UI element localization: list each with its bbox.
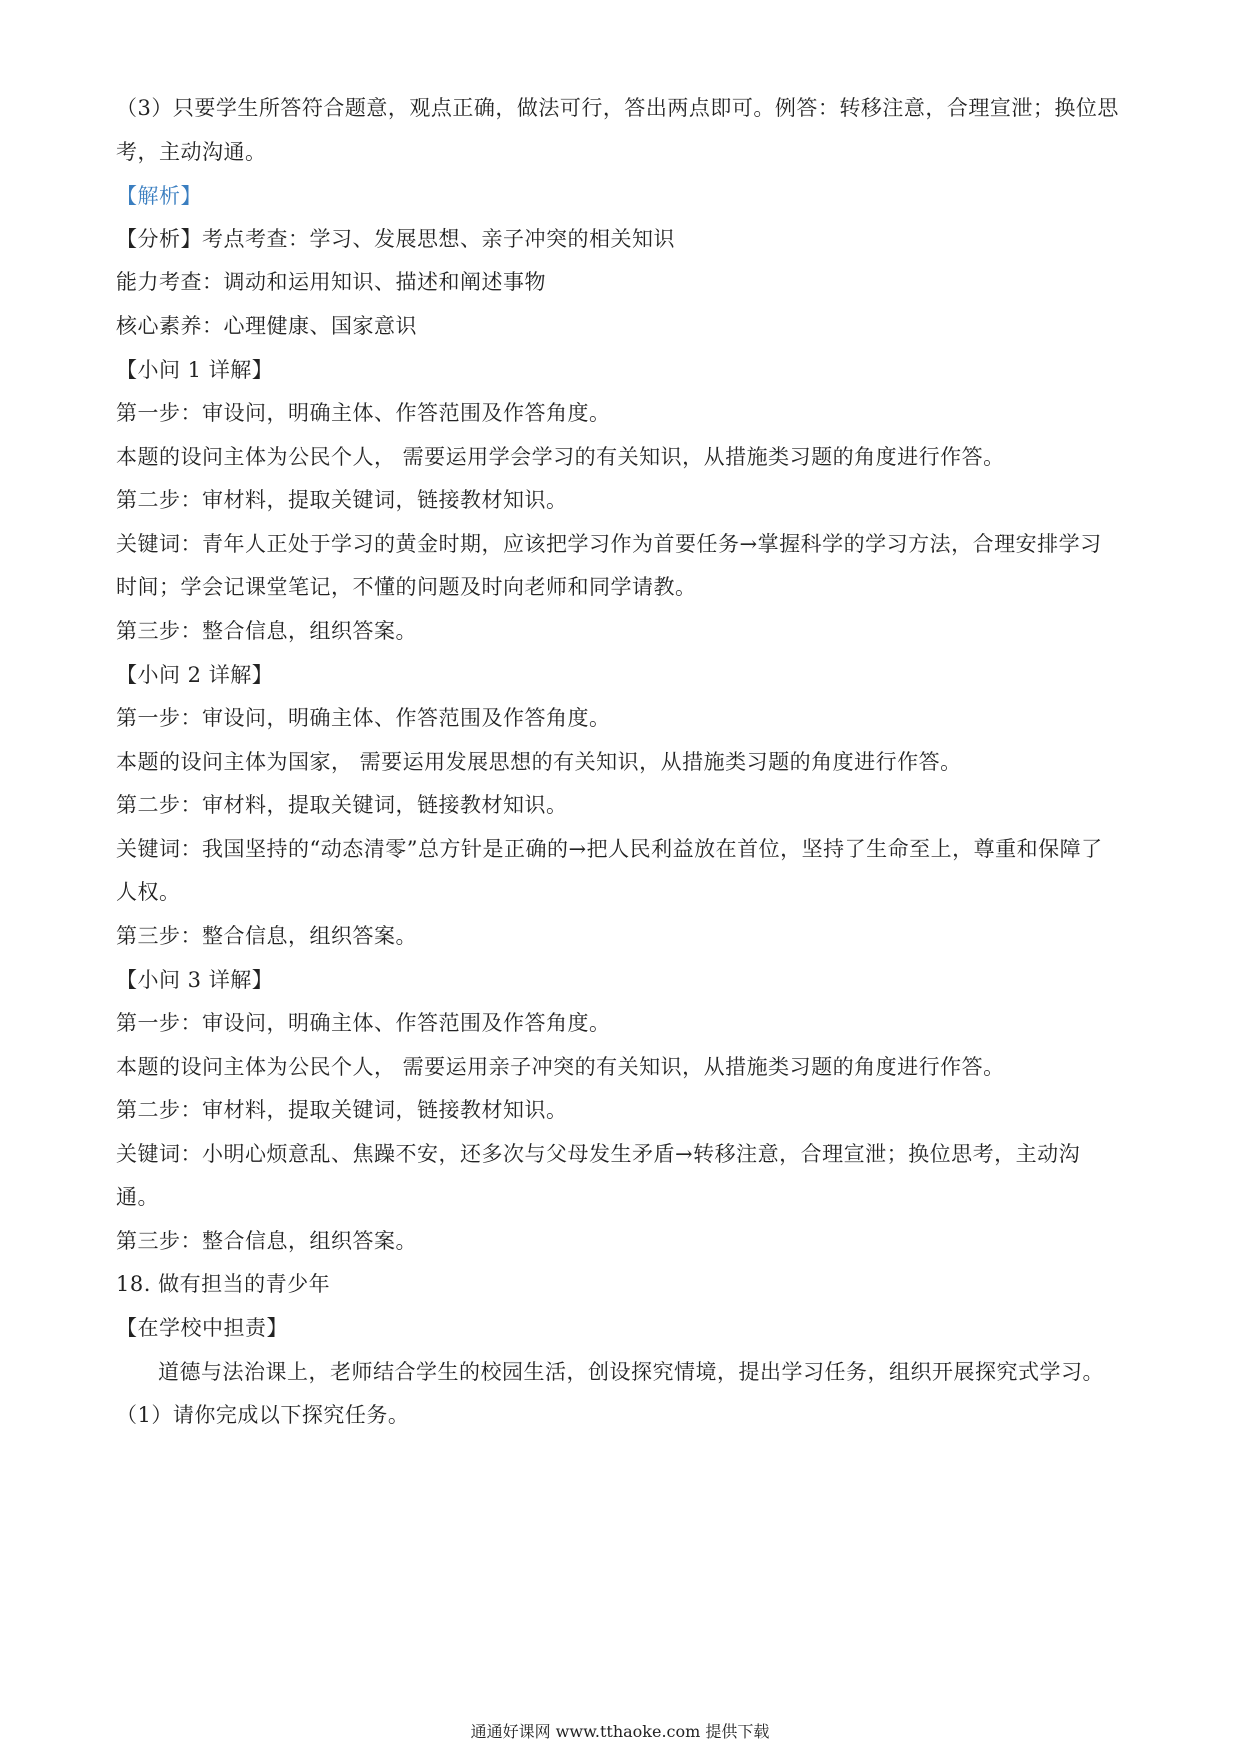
- page-footer: 通通好课网 www.tthaoke.com 提供下载: [470, 1722, 770, 1741]
- ability-line: 能力考查：调动和运用知识、描述和阐述事物: [116, 270, 546, 294]
- scenario-paragraph: 道德与法治课上，老师结合学生的校园生活，创设探究情境，提出学习任务，组织开展探究式学习。: [158, 1360, 1104, 1384]
- q2-step3: 第三步：整合信息，组织答案。: [116, 924, 417, 948]
- q2-keywords-1: 关键词：我国坚持的“动态清零”总方针是正确的→把人民利益放在首位，坚持了生命至上，尊重和保障了: [116, 837, 1103, 861]
- q2-step2: 第二步：审材料，提取关键词，链接教材知识。: [116, 793, 568, 817]
- q3-keywords-1: 关键词：小明心烦意乱、焦躁不安，还多次与父母发生矛盾→转移注意，合理宣泄；换位思考，主动沟: [116, 1142, 1081, 1166]
- question-18-title: 18. 做有担当的青少年: [116, 1272, 331, 1296]
- q1-step2: 第二步：审材料，提取关键词，链接教材知识。: [116, 488, 568, 512]
- q2-subject: 本题的设问主体为国家， 需要运用发展思想的有关知识，从措施类习题的角度进行作答。: [116, 750, 962, 774]
- task-1-prompt: （1）请你完成以下探究任务。: [116, 1403, 410, 1427]
- core-literacy-line: 核心素养：心理健康、国家意识: [116, 314, 417, 338]
- q3-subject: 本题的设问主体为公民个人， 需要运用亲子冲突的有关知识，从措施类习题的角度进行作答。: [116, 1055, 1005, 1079]
- q2-step1: 第一步：审设问，明确主体、作答范围及作答角度。: [116, 706, 611, 730]
- q1-step1: 第一步：审设问，明确主体、作答范围及作答角度。: [116, 401, 611, 425]
- q2-heading: 【小问 2 详解】: [116, 663, 274, 687]
- q1-heading: 【小问 1 详解】: [116, 358, 274, 382]
- analysis-tag: 【解析】: [116, 184, 202, 208]
- q1-subject: 本题的设问主体为公民个人， 需要运用学会学习的有关知识，从措施类习题的角度进行作答。: [116, 445, 1005, 469]
- q3-step1: 第一步：审设问，明确主体、作答范围及作答角度。: [116, 1011, 611, 1035]
- answer-3-line-2: 考，主动沟通。: [116, 140, 267, 164]
- q1-keywords-2: 时间；学会记课堂笔记，不懂的问题及时向老师和同学请教。: [116, 575, 697, 599]
- q2-keywords-2: 人权。: [116, 880, 181, 904]
- q3-heading: 【小问 3 详解】: [116, 968, 274, 992]
- q3-step3: 第三步：整合信息，组织答案。: [116, 1229, 417, 1253]
- school-responsibility-heading: 【在学校中担责】: [116, 1316, 288, 1340]
- answer-3-line-1: （3）只要学生所答符合题意，观点正确，做法可行，答出两点即可。例答：转移注意，合理宣泄；换位思: [116, 96, 1119, 120]
- analysis-heading: 【分析】考点考查：学习、发展思想、亲子冲突的相关知识: [116, 227, 675, 251]
- q1-keywords-1: 关键词：青年人正处于学习的黄金时期，应该把学习作为首要任务→掌握科学的学习方法，合理安排学习: [116, 532, 1102, 556]
- q3-step2: 第二步：审材料，提取关键词，链接教材知识。: [116, 1098, 568, 1122]
- q1-step3: 第三步：整合信息，组织答案。: [116, 619, 417, 643]
- q3-keywords-2: 通。: [116, 1185, 159, 1209]
